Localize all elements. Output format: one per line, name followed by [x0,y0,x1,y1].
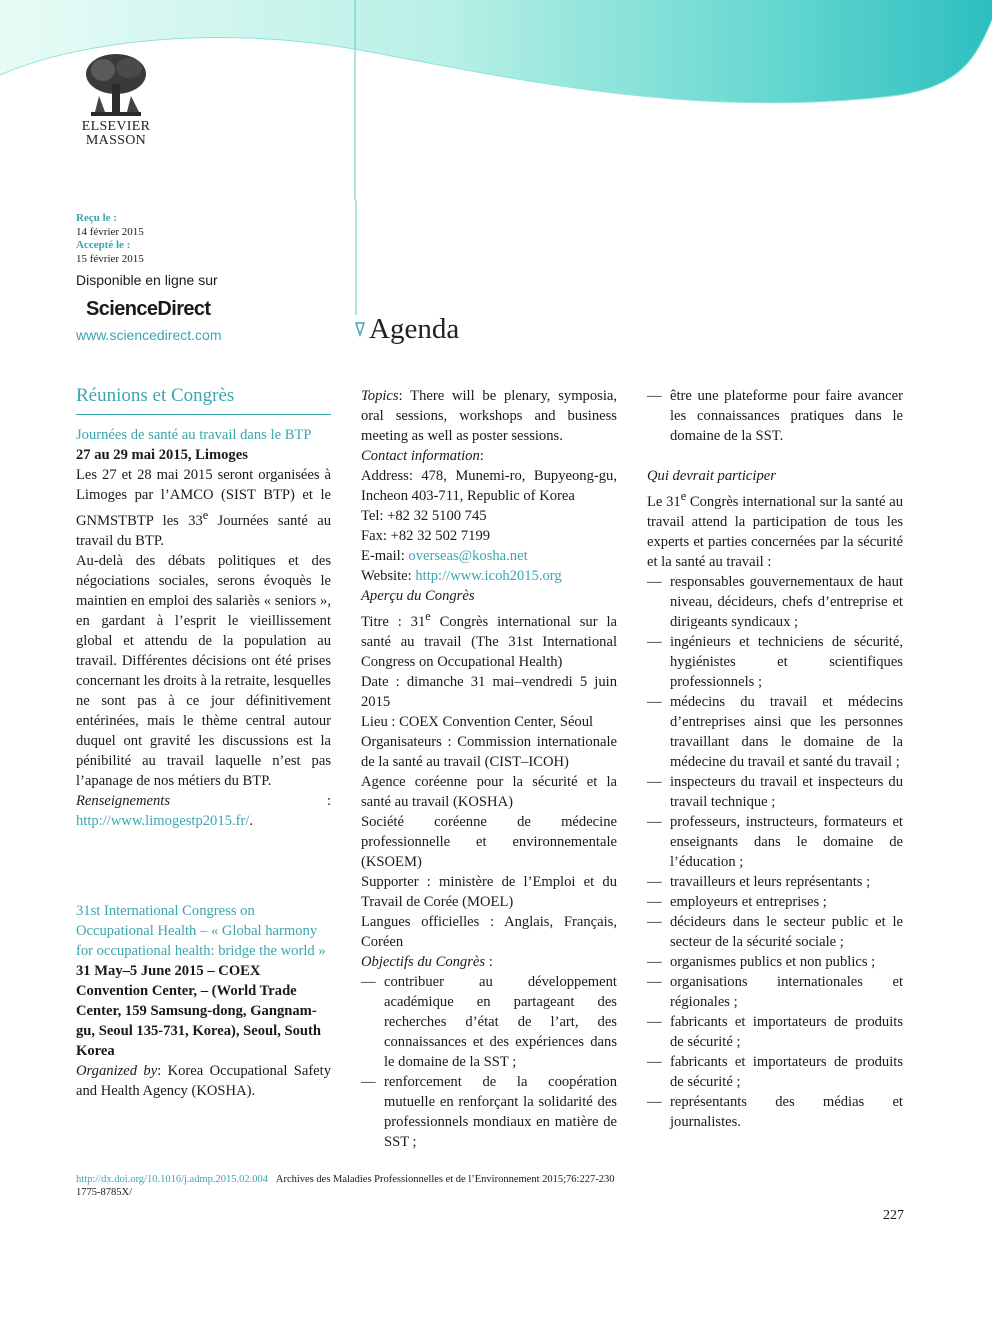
participants-list [647,572,903,1132]
topics-label: Topics [361,388,399,404]
logo-line2: MASSON [85,133,147,148]
list-item: — responsables gouvernementaux de haut niveau, décideurs, chefs d’entreprise et dirigeants syndicaux ; [647,572,903,632]
logo-line1: ELSEVIER [81,119,151,134]
accepted-date: 15 février 2015 [76,252,144,265]
publisher-logo [76,52,156,148]
website-link[interactable]: http://www.icoh2015.org [415,568,562,584]
list-item: — employeurs et entreprises ; [647,892,903,912]
column-2 [361,386,617,1152]
event-paragraph [76,465,331,551]
agence: Agence coréenne pour la sécurité et la santé au travail (KOSHA) [361,773,617,810]
received-date: 14 février 2015 [76,225,144,238]
list-item: — médecins du travail et médecins d’entreprises ainsi que les personnes travaillant dans le domaine de la médecine du travail et santé du travail ; [647,692,903,772]
list-item: — professeurs, instructeurs, formateurs et enseignants dans le domaine de l’éducation ; [647,812,903,872]
list-item: — décideurs dans le secteur public et le secteur de la sécurité sociale ; [647,912,903,952]
list-item: — renforcement de la coopération mutuelle en renforçant la solidarité des professionnels mondiaux en matière de SST ; [361,1072,617,1152]
section-title: Agenda [369,313,460,345]
email-line [361,546,617,566]
arrow-down-icon [355,321,365,337]
sciencedirect-link[interactable]: www.sciencedirect.com [76,327,222,343]
text: : Korea Occupational Safety and Health Agency (KOSHA). [76,1062,332,1099]
page-footer [76,1173,614,1199]
text: : There will be plenary, symposia, oral sessions, workshops and business meeting as well as poster sessions. [361,388,617,444]
text: Congrès international sur la santé au travail (The 31st International Congress on Occupational Health) [361,613,618,670]
text: Congrès international sur la santé au travail attend la participation de tous les experts et parties concernées par la sécurité et la santé au travail : [647,493,903,570]
text: Titre : 31 [361,613,426,630]
superscript: e [425,609,431,623]
langues: Langues officielles : Anglais, Français, Coréen [361,913,617,950]
event-paragraph: Au-delà des débats politiques et des négociations sociales, serons évoquès le maintien en emploi des salariès « seniors », en gardant à l’esprit le vieillissement global et attendu de la population au travail. Différentes décisions ont été prises concernant les droits à la retraite, lesquelles ne sont pas à ce jour définitivement entérinées, mais le thème central autour duquel ont gravité les discussions est la pénibilité au travail laquelle n’est pas l’apanage de nos métiers du BTP. [76,552,331,789]
who-paragraph [647,486,903,572]
list-item: — être une plateforme pour faire avancer les connaissances pratiques dans le domaine de la SST. [647,386,903,446]
event-info [76,791,331,831]
objectifs-list-continued [647,386,903,446]
column-1 [76,386,331,1101]
supporter: Supporter : ministère de l’Emploi et du Travail de Corée (MOEL) [361,873,617,910]
text: . [249,812,254,829]
event-title: 31st International Congress on Occupational Health – « Global harmony for occupational health: bridge the world » [76,902,326,959]
sciencedirect-logo: ScienceDirect [86,298,211,320]
contact-label: Contact information [361,448,480,464]
event-organizer [76,1061,331,1101]
titre [361,606,617,672]
journal-citation: Archives des Maladies Professionnelles et de l’Environnement 2015;76:227-230 [275,1174,615,1185]
list-item: — organismes publics et non publics ; [647,952,903,972]
article-history [76,212,144,266]
text: Journées santé au travail du BTP. [76,512,331,549]
column-3 [647,386,903,1132]
objectifs-label: Objectifs du Congrès [361,953,486,970]
fax: Fax: +82 32 502 7199 [361,528,491,544]
logo-tree-icon [81,52,151,120]
list-item: — organisations internationales et régionales ; [647,972,903,1012]
text: : [485,953,493,970]
address: Address: 478, Munemi-ro, Bupyeong-gu, Incheon 403-711, Republic of Korea [361,468,617,504]
superscript: e [680,489,687,503]
text: E-mail: [361,548,409,564]
text: Le 31 [647,493,681,510]
lieu: Lieu : COEX Convention Center, Séoul [361,713,594,730]
info-label: Renseignements [76,792,171,809]
list-item: — fabricants et importateurs de produits de sécurité ; [647,1052,903,1092]
list-item: — inspecteurs du travail et inspecteurs du travail technique ; [647,772,903,812]
email-link[interactable]: overseas@kosha.net [408,548,528,564]
objectifs-list [361,972,617,1152]
event-date: 31 May–5 June 2015 – COEX Convention Center, – (World Trade Center, 159 Samsung-dong, Gangnam-gu, Seoul 135-731, Korea), Seoul, South Korea [76,962,322,1059]
list-item: — représentants des médias et journalistes. [647,1092,903,1132]
list-item: — contribuer au développement académique en partageant des recherches d’état de l’art, des connaissances et des expériences dans le domaine de la SST ; [361,972,617,1072]
superscript: e [202,508,209,522]
accepted-label: Accepté le : [76,239,131,251]
societe: Société coréenne de médecine professionnelle et environnementale (KSOEM) [361,813,617,870]
apercu-heading: Aperçu du Congrès [361,588,475,604]
doi-link[interactable]: http://dx.doi.org/10.1016/j.admp.2015.02.004 [76,1174,269,1185]
text: Website: [361,568,416,584]
list-item: — ingénieurs et techniciens de sécurité, hygiénistes et scientifiques professionnels ; [647,632,903,692]
objectifs-heading [361,952,617,972]
telephone: Tel: +82 32 5100 745 [361,508,487,524]
info-link[interactable]: http://www.limogestp2015.fr/ [76,812,250,829]
issn: 1775-8785X/ [76,1187,132,1198]
organisateurs: Organisateurs : Commission internationale de la santé au travail (CIST–ICOH) [361,733,617,770]
event-title: Journées de santé au travail dans le BTP [76,427,312,443]
vertical-rule [355,200,357,315]
contact-heading [361,446,617,466]
event-date: 27 au 29 mai 2015, Limoges [76,447,248,463]
text: : [479,448,484,464]
online-label: Disponible en ligne sur [76,272,218,288]
text: : [170,792,331,809]
organizer-label: Organized by [76,1062,158,1079]
page-number: 227 [883,1208,904,1223]
list-item: — fabricants et importateurs de produits de sécurité ; [647,1012,903,1052]
text: Les 27 et 28 mai 2015 seront organisées à Limoges par l’AMCO (SIST BTP) et le GNMSTBTP les 33 [76,467,331,529]
topics [361,386,617,446]
list-item: — travailleurs et leurs représentants ; [647,872,903,892]
date-line: Date : dimanche 31 mai–vendredi 5 juin 2015 [361,673,617,710]
who-heading: Qui devrait participer [647,468,776,484]
column-heading: Réunions et Congrès [76,386,331,415]
received-label: Reçu le : [76,212,117,224]
website-line [361,566,617,586]
